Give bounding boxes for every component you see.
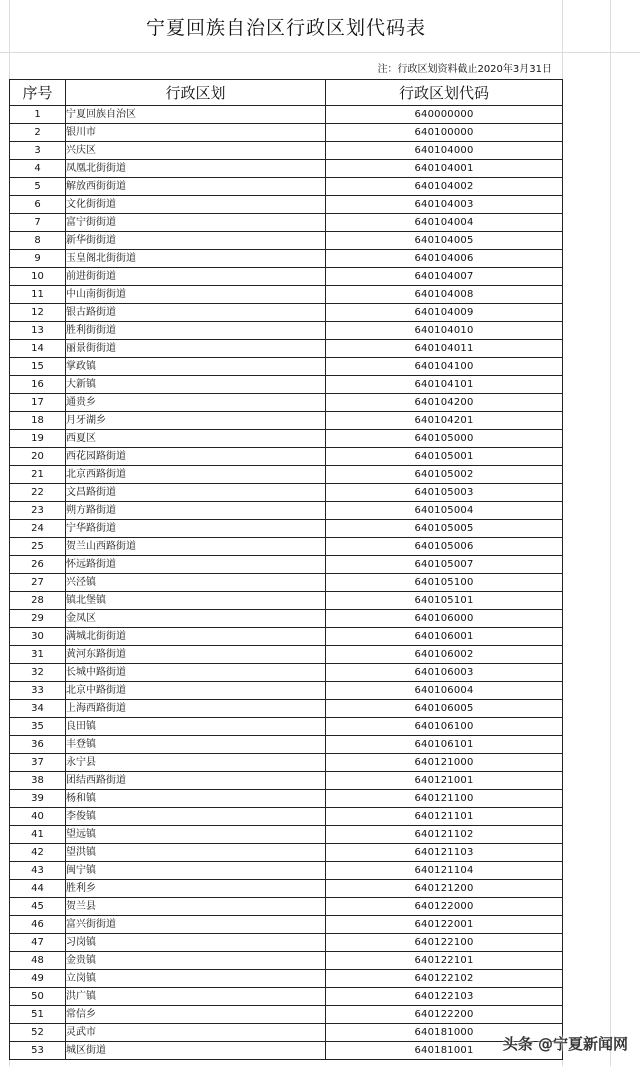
row-serial-number: 13 [10, 322, 66, 340]
row-serial-number: 40 [10, 808, 66, 826]
row-serial-number: 15 [10, 358, 66, 376]
row-division-name: 富宁街街道 [66, 214, 326, 232]
row-serial-number: 29 [10, 610, 66, 628]
table-row [10, 106, 563, 124]
table-row [10, 952, 563, 970]
row-division-code: 640181000 [326, 1024, 563, 1042]
row-serial-number: 12 [10, 304, 66, 322]
table-row [10, 862, 563, 880]
row-serial-number: 34 [10, 700, 66, 718]
row-serial-number: 5 [10, 178, 66, 196]
row-division-name: 贺兰县 [66, 898, 326, 916]
row-serial-number: 24 [10, 520, 66, 538]
row-division-code: 640105003 [326, 484, 563, 502]
row-division-code: 640105100 [326, 574, 563, 592]
row-division-code: 640106002 [326, 646, 563, 664]
row-division-code: 640121102 [326, 826, 563, 844]
row-serial-number: 7 [10, 214, 66, 232]
table-row [10, 1006, 563, 1024]
table-row [10, 448, 563, 466]
row-division-name: 闽宁镇 [66, 862, 326, 880]
row-serial-number: 37 [10, 754, 66, 772]
row-division-code: 640104100 [326, 358, 563, 376]
row-division-name: 文化街街道 [66, 196, 326, 214]
row-division-code: 640106101 [326, 736, 563, 754]
row-division-code: 640181001 [326, 1042, 563, 1060]
table-row [10, 484, 563, 502]
row-division-name: 丽景街街道 [66, 340, 326, 358]
row-serial-number: 52 [10, 1024, 66, 1042]
table-row [10, 970, 563, 988]
header-division-name: 行政区划 [66, 80, 326, 106]
row-division-name: 玉皇阁北街街道 [66, 250, 326, 268]
row-serial-number: 49 [10, 970, 66, 988]
row-division-name: 望洪镇 [66, 844, 326, 862]
row-serial-number: 53 [10, 1042, 66, 1060]
row-division-code: 640121000 [326, 754, 563, 772]
table-row [10, 1024, 563, 1042]
table-row [10, 268, 563, 286]
row-division-code: 640104201 [326, 412, 563, 430]
row-division-name: 前进街街道 [66, 268, 326, 286]
row-serial-number: 51 [10, 1006, 66, 1024]
table-row [10, 538, 563, 556]
row-serial-number: 16 [10, 376, 66, 394]
division-code-table [9, 79, 563, 1060]
row-division-name: 长城中路街道 [66, 664, 326, 682]
row-serial-number: 46 [10, 916, 66, 934]
row-division-name: 杨和镇 [66, 790, 326, 808]
row-division-code: 640105006 [326, 538, 563, 556]
row-serial-number: 33 [10, 682, 66, 700]
table-row [10, 142, 563, 160]
table-row [10, 610, 563, 628]
table-row [10, 520, 563, 538]
row-division-code: 640104004 [326, 214, 563, 232]
table-row [10, 844, 563, 862]
grid-line [610, 0, 611, 1066]
row-serial-number: 45 [10, 898, 66, 916]
table-row [10, 196, 563, 214]
row-division-name: 文昌路街道 [66, 484, 326, 502]
row-division-name: 银川市 [66, 124, 326, 142]
table-row [10, 826, 563, 844]
row-division-code: 640121200 [326, 880, 563, 898]
row-division-code: 640122200 [326, 1006, 563, 1024]
row-serial-number: 27 [10, 574, 66, 592]
source-watermark: 头条 @宁夏新闻网 [502, 1035, 628, 1053]
row-serial-number: 14 [10, 340, 66, 358]
row-serial-number: 25 [10, 538, 66, 556]
row-division-name: 常信乡 [66, 1006, 326, 1024]
table-row [10, 754, 563, 772]
row-division-name: 洪广镇 [66, 988, 326, 1006]
row-division-code: 640106005 [326, 700, 563, 718]
row-division-name: 兴泾镇 [66, 574, 326, 592]
table-row [10, 718, 563, 736]
row-serial-number: 1 [10, 106, 66, 124]
row-serial-number: 9 [10, 250, 66, 268]
row-serial-number: 35 [10, 718, 66, 736]
row-serial-number: 42 [10, 844, 66, 862]
table-body [10, 106, 563, 1060]
row-division-name: 北京西路街道 [66, 466, 326, 484]
table-row [10, 790, 563, 808]
row-division-code: 640104101 [326, 376, 563, 394]
table-row [10, 628, 563, 646]
row-division-code: 640122001 [326, 916, 563, 934]
row-division-name: 上海西路街道 [66, 700, 326, 718]
row-serial-number: 19 [10, 430, 66, 448]
row-serial-number: 31 [10, 646, 66, 664]
row-division-code: 640106004 [326, 682, 563, 700]
table-row [10, 934, 563, 952]
row-division-name: 习岗镇 [66, 934, 326, 952]
row-division-name: 镇北堡镇 [66, 592, 326, 610]
row-division-code: 640104003 [326, 196, 563, 214]
row-division-name: 金贵镇 [66, 952, 326, 970]
header-serial-number: 序号 [10, 80, 66, 106]
table-row [10, 646, 563, 664]
table-row [10, 178, 563, 196]
row-division-code: 640122103 [326, 988, 563, 1006]
row-serial-number: 30 [10, 628, 66, 646]
row-division-name: 望远镇 [66, 826, 326, 844]
row-division-name: 解放西街街道 [66, 178, 326, 196]
table-row [10, 556, 563, 574]
table-row [10, 772, 563, 790]
row-division-code: 640000000 [326, 106, 563, 124]
table-row [10, 682, 563, 700]
row-division-code: 640106100 [326, 718, 563, 736]
table-row [10, 160, 563, 178]
row-division-code: 640106003 [326, 664, 563, 682]
row-division-code: 640121100 [326, 790, 563, 808]
table-row [10, 916, 563, 934]
table-row [10, 412, 563, 430]
row-division-name: 满城北街街道 [66, 628, 326, 646]
row-division-name: 通贵乡 [66, 394, 326, 412]
table-row [10, 700, 563, 718]
row-division-name: 金凤区 [66, 610, 326, 628]
table-row [10, 574, 563, 592]
row-division-name: 胜利街街道 [66, 322, 326, 340]
row-division-code: 640122102 [326, 970, 563, 988]
row-division-name: 富兴街街道 [66, 916, 326, 934]
row-division-code: 640105005 [326, 520, 563, 538]
row-serial-number: 48 [10, 952, 66, 970]
row-division-name: 凤凰北街街道 [66, 160, 326, 178]
table-row [10, 592, 563, 610]
row-serial-number: 21 [10, 466, 66, 484]
row-serial-number: 38 [10, 772, 66, 790]
row-division-name: 灵武市 [66, 1024, 326, 1042]
grid-line [0, 52, 640, 53]
row-division-code: 640100000 [326, 124, 563, 142]
table-row [10, 340, 563, 358]
row-serial-number: 20 [10, 448, 66, 466]
row-division-name: 大新镇 [66, 376, 326, 394]
row-division-name: 良田镇 [66, 718, 326, 736]
row-division-code: 640106001 [326, 628, 563, 646]
row-serial-number: 28 [10, 592, 66, 610]
row-serial-number: 22 [10, 484, 66, 502]
row-division-code: 640105000 [326, 430, 563, 448]
row-division-code: 640105001 [326, 448, 563, 466]
table-header-row [10, 80, 563, 106]
table-row [10, 880, 563, 898]
row-division-name: 中山南街街道 [66, 286, 326, 304]
row-division-code: 640105007 [326, 556, 563, 574]
row-division-code: 640121104 [326, 862, 563, 880]
table-row [10, 808, 563, 826]
table-row [10, 988, 563, 1006]
row-division-code: 640121103 [326, 844, 563, 862]
row-division-name: 李俊镇 [66, 808, 326, 826]
row-division-name: 宁华路街道 [66, 520, 326, 538]
row-division-code: 640122100 [326, 934, 563, 952]
row-division-name: 西花园路街道 [66, 448, 326, 466]
row-serial-number: 11 [10, 286, 66, 304]
table-row [10, 250, 563, 268]
row-division-code: 640104006 [326, 250, 563, 268]
row-division-name: 月牙湖乡 [66, 412, 326, 430]
table-row [10, 124, 563, 142]
row-division-code: 640104009 [326, 304, 563, 322]
row-serial-number: 8 [10, 232, 66, 250]
table-row [10, 358, 563, 376]
row-division-name: 黄河东路街道 [66, 646, 326, 664]
row-division-name: 银古路街道 [66, 304, 326, 322]
row-division-code: 640104010 [326, 322, 563, 340]
row-division-code: 640104007 [326, 268, 563, 286]
row-division-name: 丰登镇 [66, 736, 326, 754]
table-row [10, 664, 563, 682]
row-division-name: 新华街街道 [66, 232, 326, 250]
row-serial-number: 41 [10, 826, 66, 844]
row-division-name: 团结西路街道 [66, 772, 326, 790]
row-serial-number: 36 [10, 736, 66, 754]
table-row [10, 376, 563, 394]
row-division-code: 640105101 [326, 592, 563, 610]
row-division-name: 西夏区 [66, 430, 326, 448]
row-division-code: 640121001 [326, 772, 563, 790]
row-division-name: 胜利乡 [66, 880, 326, 898]
row-division-name: 城区街道 [66, 1042, 326, 1060]
row-division-code: 640106000 [326, 610, 563, 628]
page-title: 宁夏回族自治区行政区划代码表 [145, 16, 426, 39]
table-row [10, 394, 563, 412]
row-serial-number: 3 [10, 142, 66, 160]
table-row [10, 304, 563, 322]
row-division-name: 朔方路街道 [66, 502, 326, 520]
row-division-name: 掌政镇 [66, 358, 326, 376]
row-serial-number: 2 [10, 124, 66, 142]
row-division-name: 兴庆区 [66, 142, 326, 160]
row-division-code: 640104200 [326, 394, 563, 412]
table-row [10, 1042, 563, 1060]
row-division-name: 永宁县 [66, 754, 326, 772]
row-division-code: 640104008 [326, 286, 563, 304]
row-division-name: 怀远路街道 [66, 556, 326, 574]
row-division-code: 640104011 [326, 340, 563, 358]
table-row [10, 214, 563, 232]
row-division-code: 640121101 [326, 808, 563, 826]
row-serial-number: 43 [10, 862, 66, 880]
row-division-code: 640122000 [326, 898, 563, 916]
row-serial-number: 6 [10, 196, 66, 214]
row-division-code: 640104002 [326, 178, 563, 196]
row-serial-number: 17 [10, 394, 66, 412]
data-cutoff-note: 注：行政区划资料截止2020年3月31日 [377, 64, 552, 75]
table-row [10, 466, 563, 484]
row-division-name: 宁夏回族自治区 [66, 106, 326, 124]
row-division-code: 640104001 [326, 160, 563, 178]
table-row [10, 736, 563, 754]
table-row [10, 502, 563, 520]
row-serial-number: 4 [10, 160, 66, 178]
table-row [10, 898, 563, 916]
header-division-code: 行政区划代码 [326, 80, 563, 106]
row-division-code: 640105004 [326, 502, 563, 520]
row-serial-number: 50 [10, 988, 66, 1006]
row-division-name: 立岗镇 [66, 970, 326, 988]
row-serial-number: 32 [10, 664, 66, 682]
row-serial-number: 47 [10, 934, 66, 952]
row-serial-number: 18 [10, 412, 66, 430]
table-row [10, 322, 563, 340]
table-row [10, 430, 563, 448]
row-serial-number: 39 [10, 790, 66, 808]
table-row [10, 286, 563, 304]
table-row [10, 232, 563, 250]
row-serial-number: 10 [10, 268, 66, 286]
row-division-name: 贺兰山西路街道 [66, 538, 326, 556]
row-serial-number: 44 [10, 880, 66, 898]
row-division-name: 北京中路街道 [66, 682, 326, 700]
row-serial-number: 23 [10, 502, 66, 520]
row-division-code: 640104005 [326, 232, 563, 250]
row-division-code: 640122101 [326, 952, 563, 970]
row-division-code: 640104000 [326, 142, 563, 160]
row-serial-number: 26 [10, 556, 66, 574]
row-division-code: 640105002 [326, 466, 563, 484]
